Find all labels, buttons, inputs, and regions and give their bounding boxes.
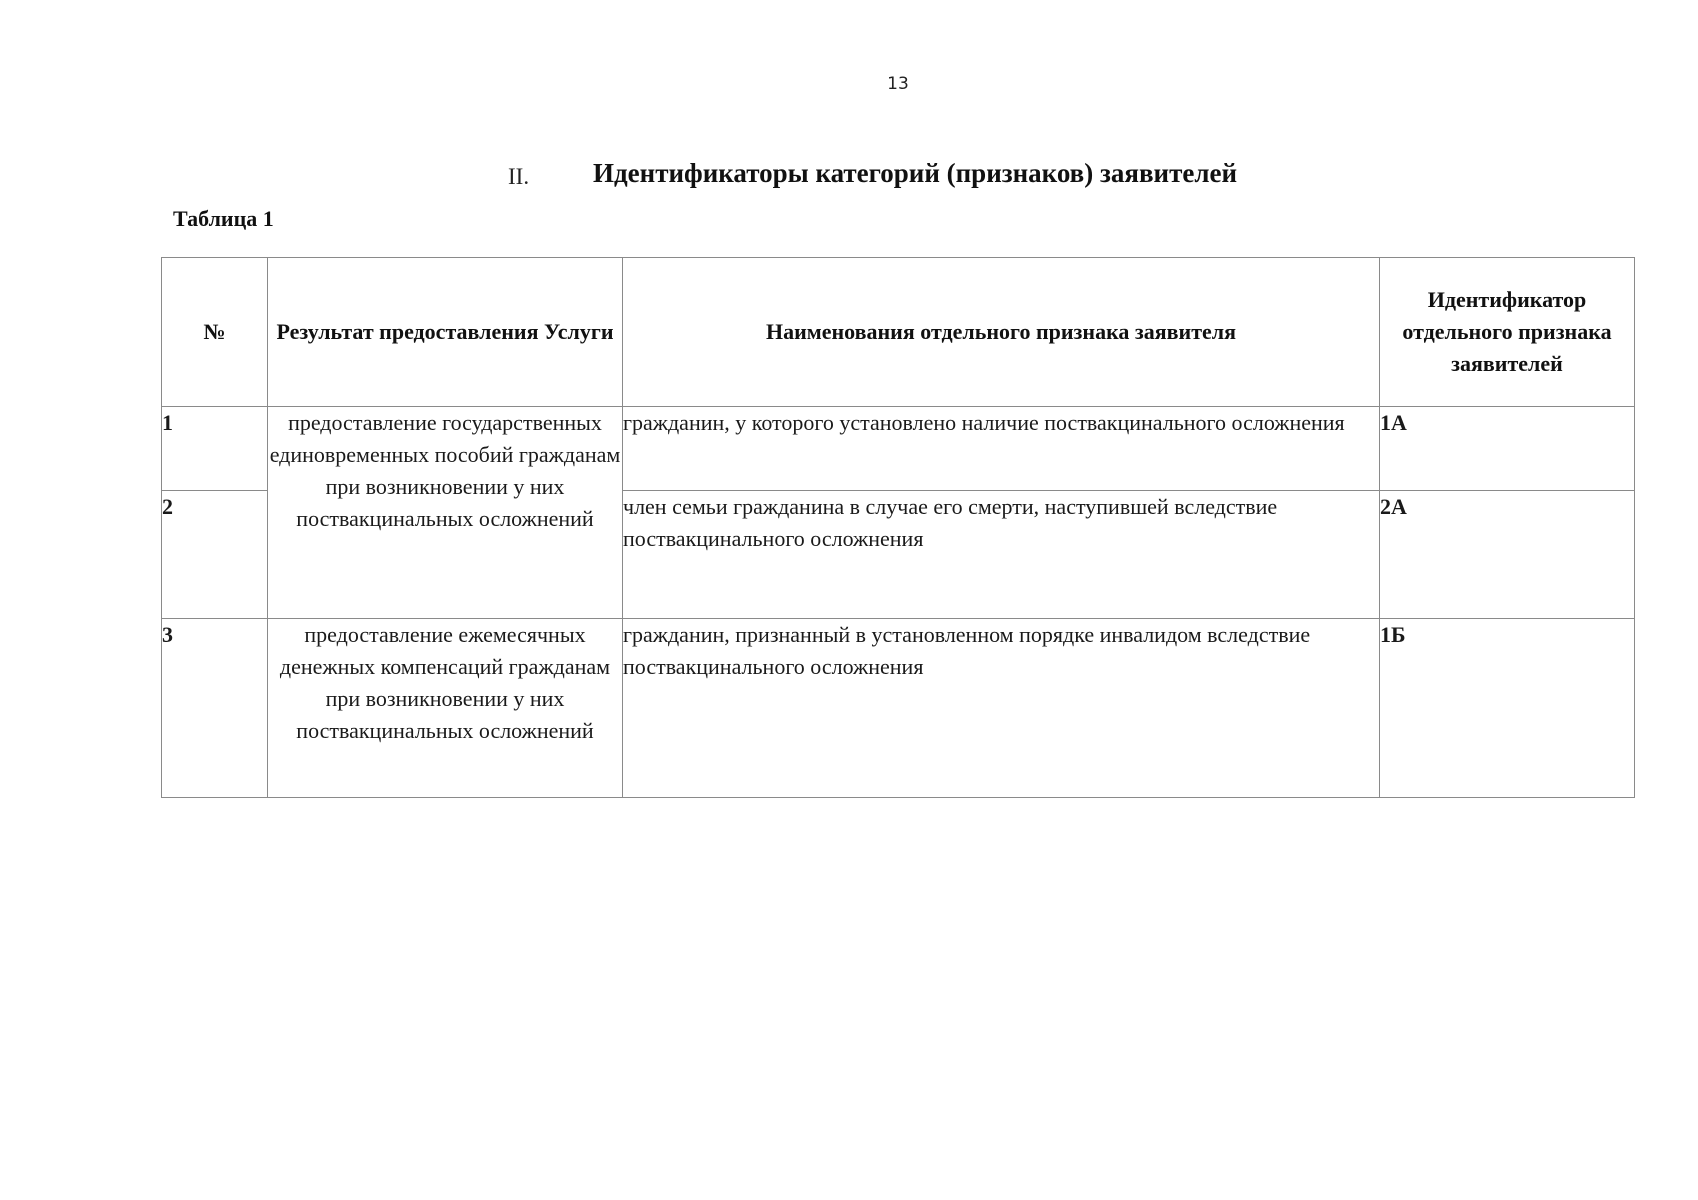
service-result: предоставление государственных единовременных пособий гражданам при возникновении у них поствакцинальных осложнений <box>268 407 623 619</box>
header-feature-name: Наименования отдельного признака заявителя <box>623 258 1380 407</box>
row-number: 1 <box>162 407 268 491</box>
table-header-row <box>162 258 1635 407</box>
row-number: 3 <box>162 619 268 798</box>
section-heading <box>0 158 1698 194</box>
page-number: 13 <box>887 74 909 94</box>
section-numeral: II. <box>508 164 530 189</box>
feature-name: гражданин, признанный в установленном порядке инвалидом вследствие поствакцинального осложнения <box>623 619 1380 798</box>
feature-identifier: 1А <box>1380 407 1635 491</box>
row-number: 2 <box>162 491 268 619</box>
header-service-result: Результат предоставления Услуги <box>268 258 623 407</box>
feature-identifier: 1Б <box>1380 619 1635 798</box>
section-title: Идентификаторы категорий (признаков) заявителей <box>593 158 1238 188</box>
service-result: предоставление ежемесячных денежных компенсаций гражданам при возникновении у них поствакцинальных осложнений <box>268 619 623 798</box>
header-identifier: Идентификатор отдельного признака заявителей <box>1380 258 1635 407</box>
feature-name: гражданин, у которого установлено наличие поствакцинального осложнения <box>623 407 1380 491</box>
table-row <box>162 619 1635 798</box>
applicant-identifiers-table <box>161 257 1635 798</box>
feature-name: член семьи гражданина в случае его смерти, наступившей вследствие поствакцинального осложнения <box>623 491 1380 619</box>
table-caption: Таблица 1 <box>173 206 274 231</box>
header-number: № <box>162 258 268 407</box>
table-row <box>162 407 1635 491</box>
feature-identifier: 2А <box>1380 491 1635 619</box>
